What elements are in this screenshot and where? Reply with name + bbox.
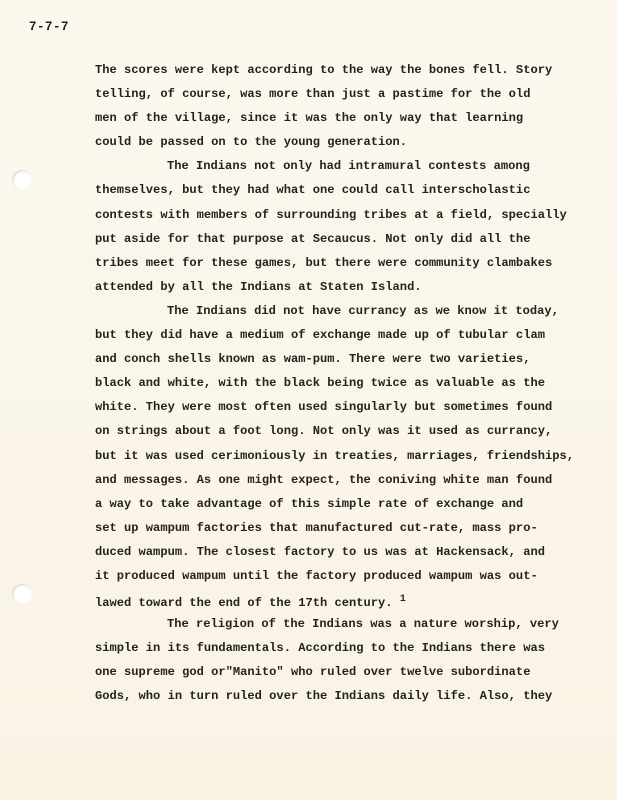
text-line: men of the village, since it was the only way that learning: [95, 111, 524, 126]
text-line: tribes meet for these games, but there were community clambakes: [95, 255, 553, 270]
text-line-with-footnote: [95, 588, 605, 612]
text-line: set up wampum factories that manufactured cut-rate, mass pro-: [95, 520, 538, 535]
text-line: could be passed on to the young generation.: [95, 135, 408, 150]
text-line: The religion of the Indians was a nature worship, very: [167, 617, 559, 632]
punch-hole-bottom: [12, 584, 32, 604]
text-line: The Indians not only had intramural contests among: [167, 159, 530, 174]
text-line: duced wampum. The closest factory to us was at Hackensack, and: [95, 544, 545, 559]
footnote-marker: 1: [399, 594, 406, 606]
punch-hole-top: [12, 170, 32, 190]
text-line: and messages. As one might expect, the coniving white man found: [95, 472, 553, 487]
text-line: but it was used cerimoniously in treaties, marriages, friendships,: [95, 448, 574, 463]
text-line: The Indians did not have currancy as we know it today,: [167, 303, 559, 318]
text-line: it produced wampum until the factory produced wampum was out-: [95, 568, 538, 583]
text-line: telling, of course, was more than just a pastime for the old: [95, 87, 531, 102]
text-line: Gods, who in turn ruled over the Indians daily life. Also, they: [95, 689, 553, 704]
text-line: attended by all the Indians at Staten Island.: [95, 279, 422, 294]
text-line: a way to take advantage of this simple rate of exchange and: [95, 496, 524, 511]
text-line: one supreme god or"Manito" who ruled over twelve subordinate: [95, 665, 531, 680]
text-line: and conch shells known as wam-pum. There were two varieties,: [95, 352, 531, 367]
text-line: lawed toward the end of the 17th century.: [95, 596, 393, 611]
text-line: on strings about a foot long. Not only was it used as currancy,: [95, 424, 553, 439]
text-line: contests with members of surrounding tribes at a field, specially: [95, 207, 567, 222]
text-line: simple in its fundamentals. According to the Indians there was: [95, 641, 545, 656]
text-line: put aside for that purpose at Secaucus. Not only did all the: [95, 231, 531, 246]
text-line: white. They were most often used singularly but sometimes found: [95, 400, 553, 415]
text-line: black and white, with the black being twice as valuable as the: [95, 376, 545, 391]
body-text: [95, 58, 605, 709]
text-line: themselves, but they had what one could call interscholastic: [95, 183, 531, 198]
text-line: but they did have a medium of exchange made up of tubular clam: [95, 328, 545, 343]
page-number: 7-7-7: [29, 20, 70, 34]
text-line: The scores were kept according to the way the bones fell. Story: [95, 63, 553, 77]
